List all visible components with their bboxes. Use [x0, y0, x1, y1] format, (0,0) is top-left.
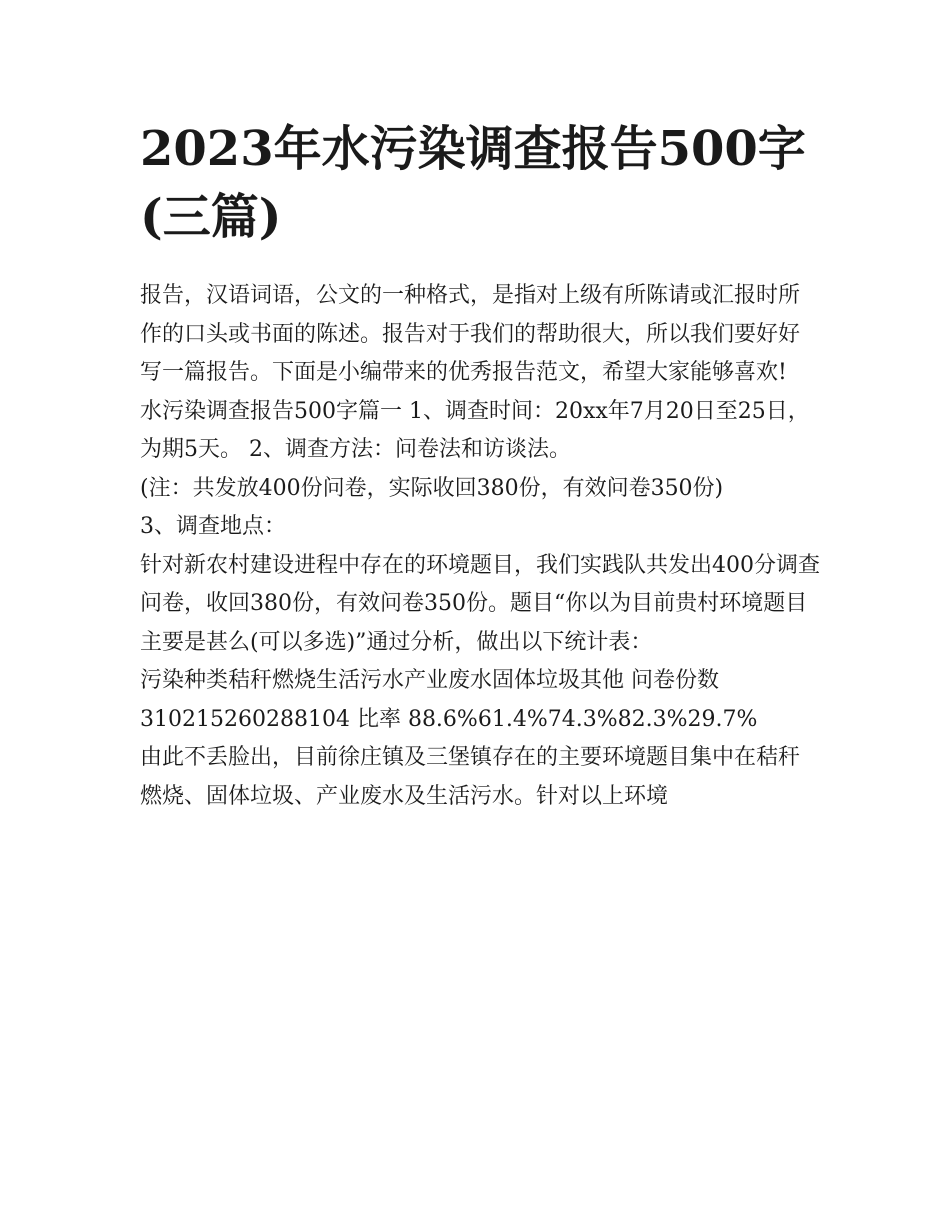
survey-time-method-paragraph: 水污染调查报告500字篇一 1、调查时间：20xx年7月20日至25日，为期5天。 2、调查方法：问卷法和访谈法。: [140, 398, 810, 462]
document-title: 2023年水污染调查报告500字(三篇): [140, 121, 806, 245]
questionnaire-note-paragraph: (注：共发放400份问卷，实际收回380份，有效问卷350份): [140, 475, 724, 501]
intro-paragraph: 报告，汉语词语，公文的一种格式，是指对上级有所陈请或汇报时所作的口头或书面的陈述。报告对于我们的帮助很大，所以我们要好好写一篇报告。下面是小编带来的优秀报告范文，希望大家能够喜欢!: [140, 283, 801, 385]
pollution-types-row: 污染种类秸秆燃烧生活污水产业废水固体垃圾其他 问卷份数: [140, 668, 719, 693]
survey-location-heading: 3、调查地点：: [140, 514, 286, 539]
pollution-counts-row: 310215260288104 比率 88.6%61.4%74.3%82.3%29.7%: [140, 706, 758, 732]
survey-description-paragraph: 针对新农村建设进程中存在的环境题目，我们实践队共发出400分调查问卷，收回380份，有效问卷350份。题目“你以为目前贵村环境题目主要是甚么(可以多选)”通过分析，做出以下统计表：: [140, 552, 820, 655]
conclusion-paragraph: 由此不丢脸出，目前徐庄镇及三堡镇存在的主要环境题目集中在秸秆燃烧、固体垃圾、产业废水及生活污水。针对以上环境: [140, 745, 801, 809]
document-page: [140, 0, 820, 816]
document-body: [140, 277, 820, 816]
